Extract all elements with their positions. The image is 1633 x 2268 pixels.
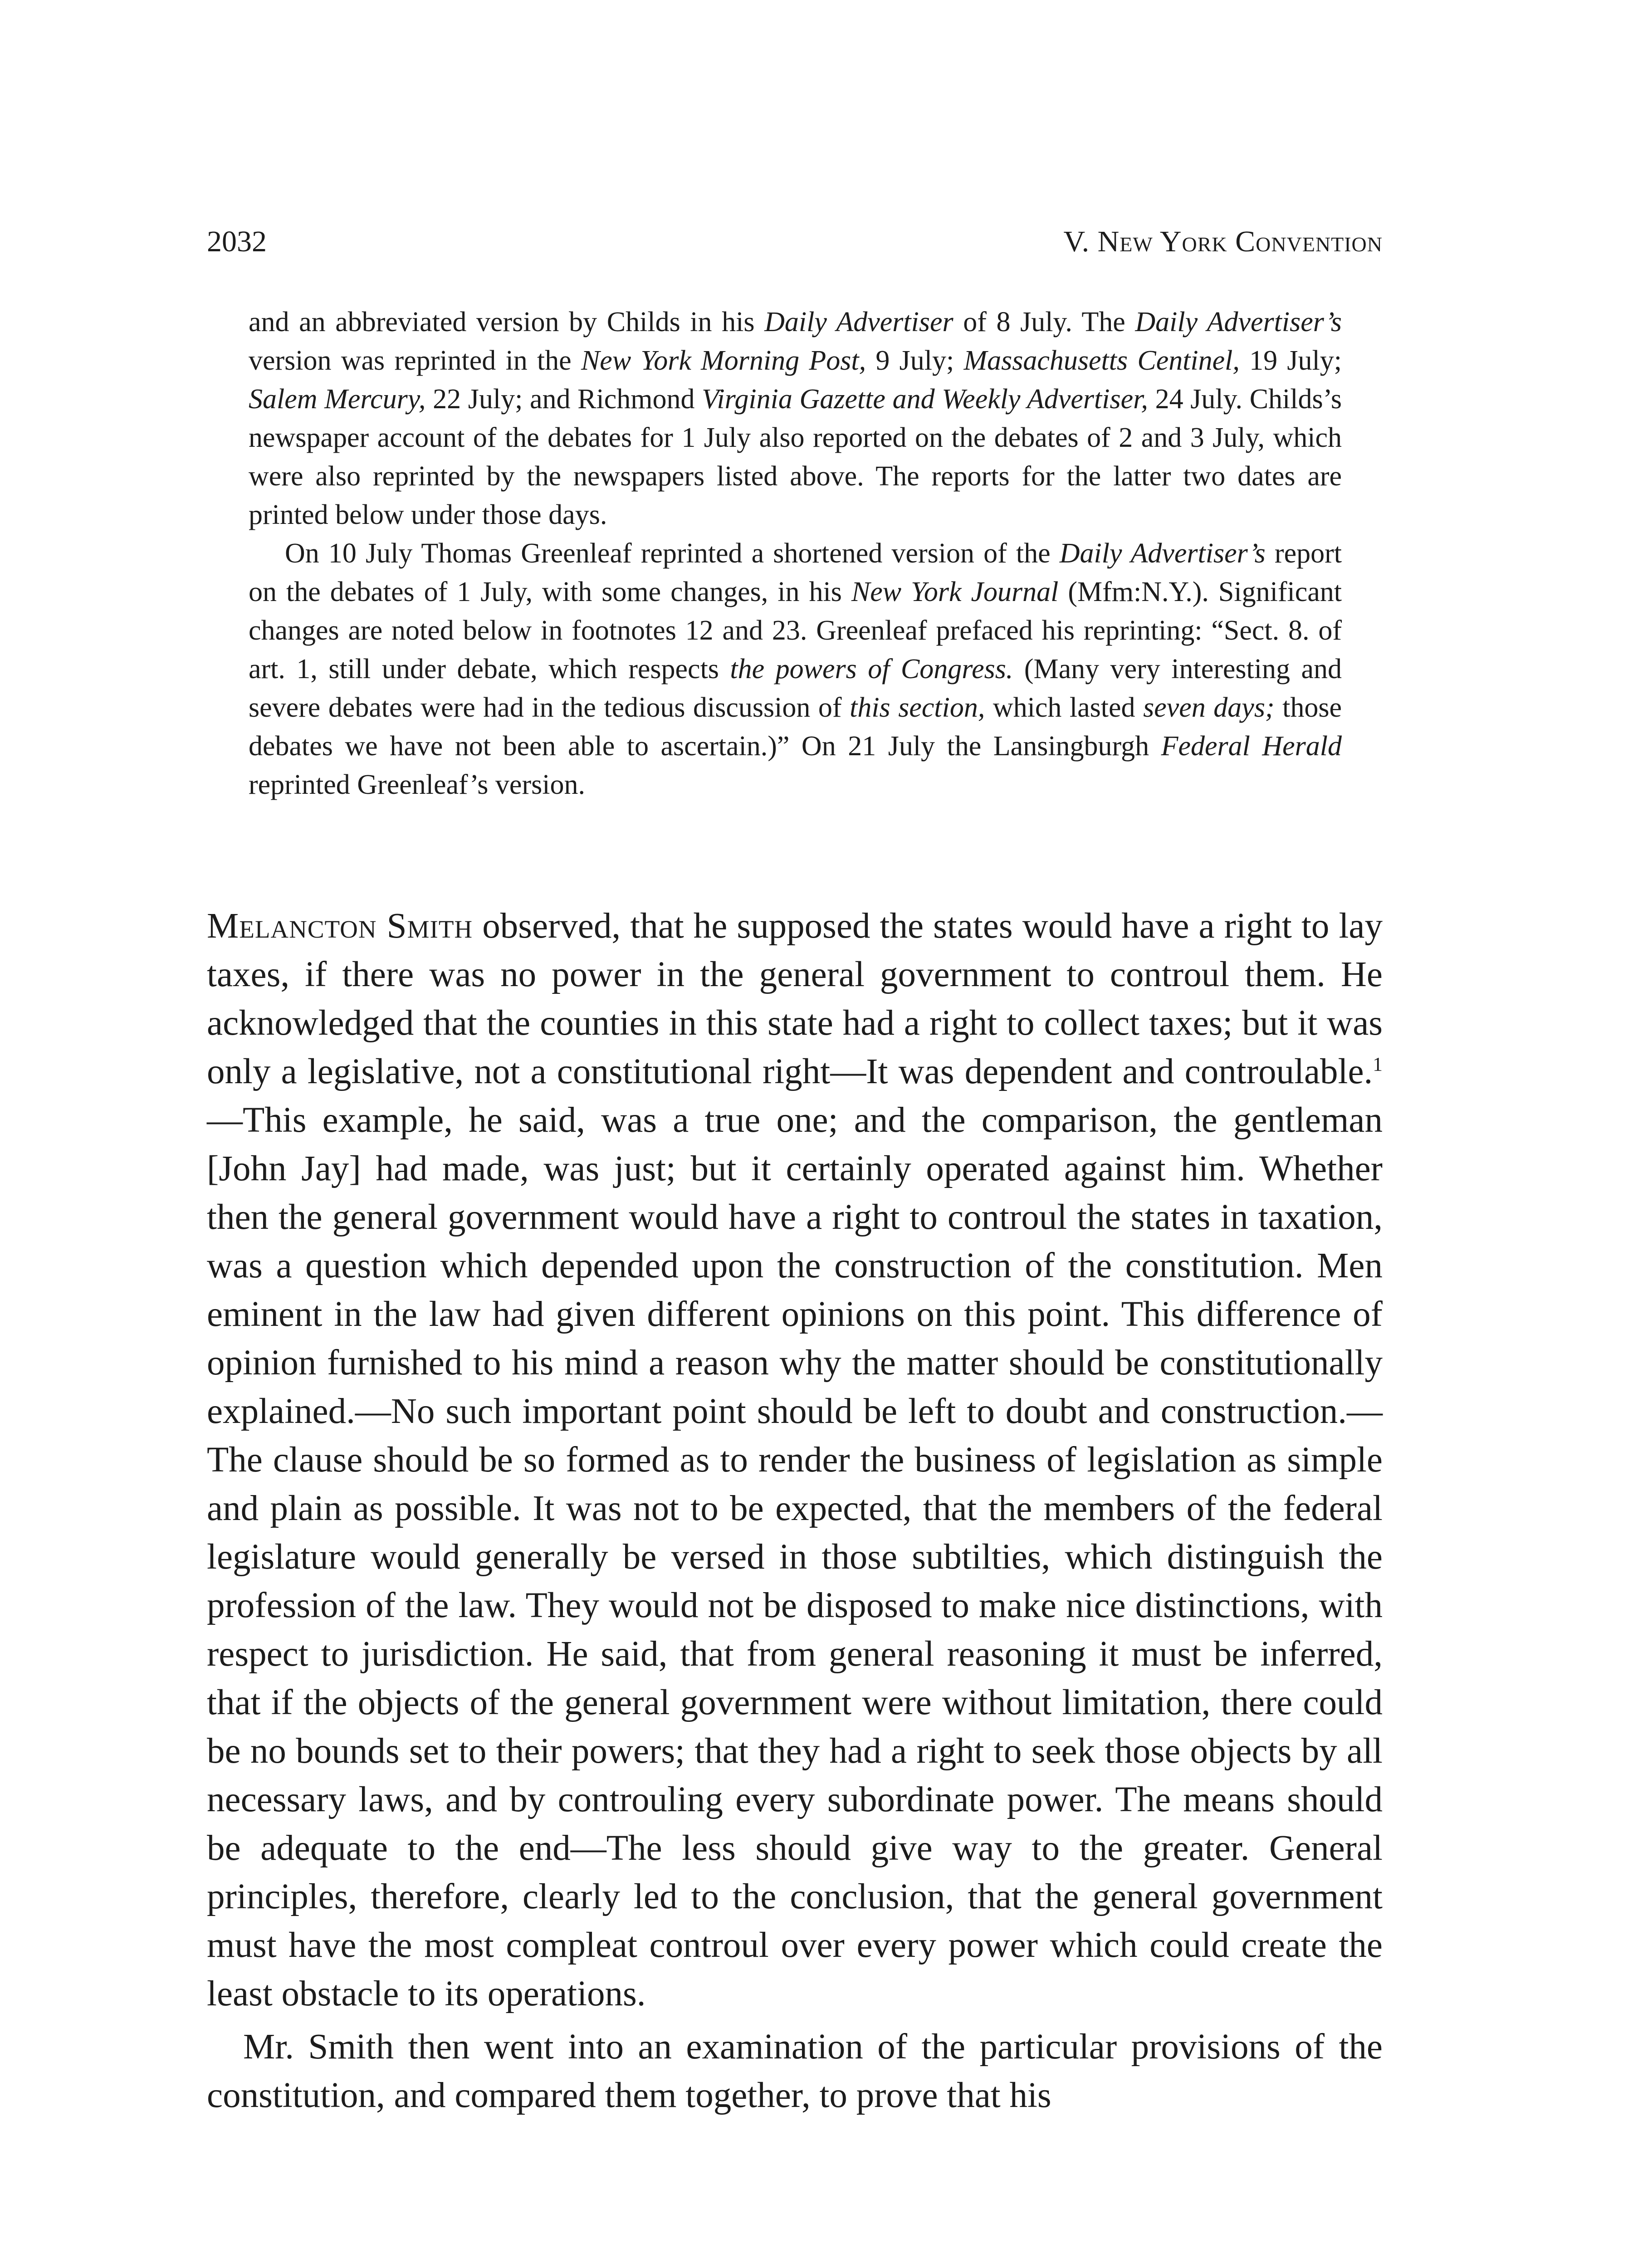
publication-title: Daily Advertiser’s [1135, 307, 1342, 337]
publication-title: Daily Advertiser’s [1059, 538, 1266, 569]
headnote-text: (Mfm:N.Y.). Significant changes are noted below in footnotes 12 and 23. Greenleaf prefaced his reprinting: “Sect. 8. of art. 1, still under debate, which respects [249, 577, 1342, 684]
emphasis-text: this section, [850, 692, 985, 723]
headnote-text: 9 July; [866, 345, 964, 376]
speaker-name: Melancton Smith [207, 906, 473, 946]
headnote-text: (Many very interesting and severe debates were had in the tedious discussion of [249, 654, 1342, 723]
headnote-text: those debates we have not been able to ascertain.)” On 21 July the Lansingburgh [249, 692, 1342, 762]
headnote-text: report on the debates of 1 July, with some changes, in his [249, 538, 1342, 607]
body-text: —This example, he said, was a true one; and the comparison, the gentleman [John Jay] had made, was just; but it certainly operated against him. Whether then the general government would have a right to controul the states in taxation, was a question which depended upon the construction of the constitution. Men eminent in the law had given different opinions on this point. This difference of opinion furnished to his mind a reason why the matter should be constitutionally explained.—No such important point should be left to doubt and construction.—The clause should be so formed as to render the business of legislation as simple and plain as possible. It was not to be expected, that the members of the federal legislature would generally be versed in those subtilties, which distinguish the profession of the law. They would not be disposed to make nice distinctions, with respect to jurisdiction. He said, that from general reasoning it must be inferred, that if the objects of the general government were without limitation, there could be no bounds set to their powers; that they had a right to seek those objects by all necessary laws, and by controuling every subordinate power. The means should be adequate to the end—The less should give way to the greater. General principles, therefore, clearly led to the conclusion, that the general government must have the most compleat controul over every power which could create the least obstacle to its operations. [207, 1100, 1383, 2014]
body-text: observed, that he supposed the states would have a right to lay taxes, if there was no power in the general government to controul them. He acknowledged that the counties in this state had a right to collect taxes; but it was only a legislative, not a constitutional right—It was dependent and controulable. [207, 906, 1383, 1091]
footnote-reference[interactable]: 1 [1373, 1053, 1383, 1075]
headnote-text: and an abbreviated version by Childs in his [249, 307, 765, 337]
headnote-text: 22 July; and Richmond [425, 384, 702, 415]
editorial-headnote [249, 303, 1342, 804]
publication-title: Salem Mercury, [249, 384, 426, 415]
headnote-text: reprinted Greenleaf’s version. [249, 769, 585, 800]
publication-title: New York Morning Post, [581, 345, 866, 376]
body-paragraph: Mr. Smith then went into an examination of the particular provisions of the constitution, and compared them together, to prove that his [207, 2027, 1383, 2115]
headnote-text: which lasted [985, 692, 1144, 723]
emphasis-text: seven days; [1143, 692, 1275, 723]
publication-title: New York Journal [851, 577, 1059, 607]
headnote-text: On 10 July Thomas Greenleaf reprinted a shortened version of the [285, 538, 1060, 569]
headnote-text: 24 July. Childs’s newspaper account of the debates for 1 July also reported on the debates of 2 and 3 July, which were also reprinted by the newspapers listed above. The reports for the latter two dates are printed below under those days. [249, 384, 1342, 530]
publication-title: Federal Herald [1161, 731, 1342, 762]
page-number: 2032 [207, 225, 267, 258]
body-paragraph [207, 902, 1383, 2018]
publication-title: Daily Advertiser [764, 307, 953, 337]
headnote-text: version was reprinted in the [249, 345, 581, 376]
publication-title: Massachusetts Centinel, [963, 345, 1240, 376]
emphasis-text: the powers of Congress. [730, 654, 1013, 684]
headnote-paragraph [249, 534, 1342, 804]
headnote-paragraph [249, 303, 1342, 534]
running-head [207, 221, 1383, 262]
debate-text [207, 902, 1383, 2120]
publication-title: Virginia Gazette and Weekly Advertiser, [702, 384, 1148, 415]
headnote-text: of 8 July. The [953, 307, 1135, 337]
headnote-text: 19 July; [1239, 345, 1342, 376]
section-title: V. New York Convention [1063, 225, 1383, 258]
